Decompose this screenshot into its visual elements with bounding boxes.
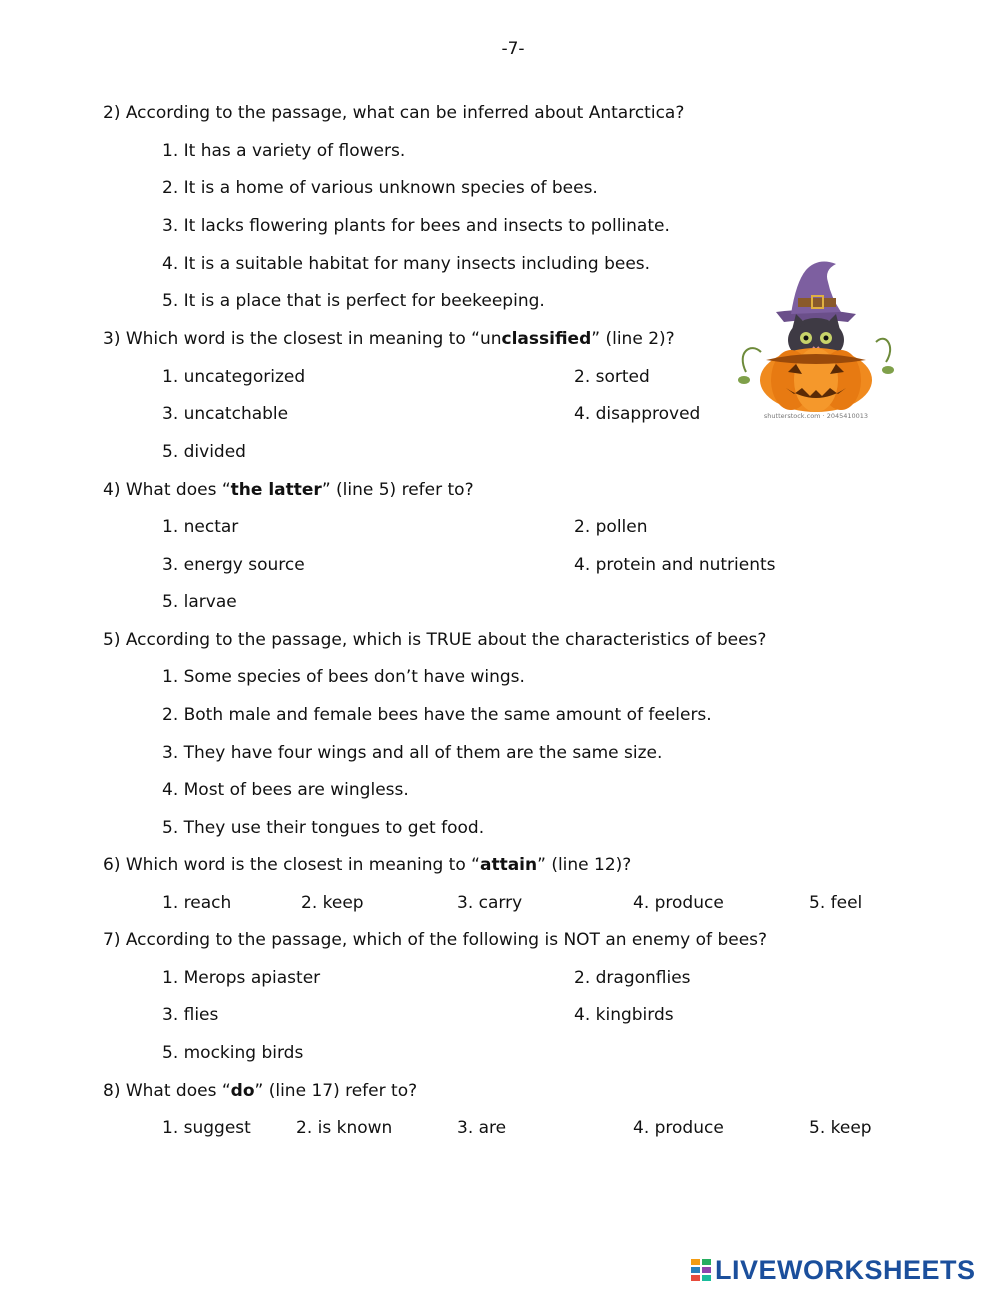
q7-option-1[interactable]: 1. Merops apiaster [162,968,321,988]
q2-option-1[interactable]: 1. It has a variety of flowers. [162,141,406,161]
q5-option-4[interactable]: 4. Most of bees are wingless. [162,780,409,800]
q7-option-2[interactable]: 2. dragonflies [574,968,691,988]
question-5-stem: 5) According to the passage, which is TRUE about the characteristics of bees? [103,630,767,650]
q2-option-3[interactable]: 3. It lacks flowering plants for bees and insects to pollinate. [162,216,670,236]
keyword-attain: attain [479,855,538,875]
liveworksheets-logo [691,1255,976,1285]
page-number: -7- [501,39,525,59]
q4-option-3[interactable]: 3. energy source [162,555,305,575]
q2-option-4[interactable]: 4. It is a suitable habitat for many insects including bees. [162,254,651,274]
q6-option-1[interactable]: 1. reach [162,893,232,913]
q4-option-2[interactable]: 2. pollen [574,517,648,537]
q3-option-3[interactable]: 3. uncatchable [162,404,289,424]
q8-option-5[interactable]: 5. keep [809,1118,872,1138]
q8-option-1[interactable]: 1. suggest [162,1118,251,1138]
q2-option-2[interactable]: 2. It is a home of various unknown species of bees. [162,178,598,198]
image-watermark: shutterstock.com · 2045410013 [763,412,869,420]
question-7-stem: 7) According to the passage, which of the following is NOT an enemy of bees? [103,930,768,950]
q5-option-2[interactable]: 2. Both male and female bees have the same amount of feelers. [162,705,712,725]
question-4-stem: 4) What does “the latter” (line 5) refer to? [103,480,474,500]
liveworksheets-icon [691,1259,711,1281]
q5-option-1[interactable]: 1. Some species of bees don’t have wings. [162,667,525,687]
q4-option-4[interactable]: 4. protein and nutrients [574,555,776,575]
question-6-stem: 6) Which word is the closest in meaning to “attain” (line 12)? [103,855,632,875]
question-2-stem: 2) According to the passage, what can be inferred about Antarctica? [103,103,685,123]
q2-option-5[interactable]: 5. It is a place that is perfect for beekeeping. [162,291,545,311]
q8-option-2[interactable]: 2. is known [296,1118,393,1138]
q6-option-4[interactable]: 4. produce [633,893,724,913]
q5-option-3[interactable]: 3. They have four wings and all of them are the same size. [162,743,663,763]
q3-option-4[interactable]: 4. disapproved [574,404,701,424]
q3-option-1[interactable]: 1. uncategorized [162,367,306,387]
q6-option-2[interactable]: 2. keep [301,893,364,913]
question-3-stem: 3) Which word is the closest in meaning to “unclassified” (line 2)? [103,329,675,349]
keyword-classified: classified [501,329,592,349]
liveworksheets-brand: LIVEWORKSHEETS [715,1254,976,1285]
q6-option-5[interactable]: 5. feel [809,893,863,913]
q7-option-5[interactable]: 5. mocking birds [162,1043,304,1063]
q8-option-3[interactable]: 3. are [457,1118,507,1138]
cat-pumpkin-illustration [736,252,896,422]
q5-option-5[interactable]: 5. They use their tongues to get food. [162,818,485,838]
q3-option-2[interactable]: 2. sorted [574,367,650,387]
q7-option-3[interactable]: 3. flies [162,1005,219,1025]
q7-option-4[interactable]: 4. kingbirds [574,1005,674,1025]
keyword-the-latter: the latter [230,480,322,500]
question-8-stem: 8) What does “do” (line 17) refer to? [103,1081,418,1101]
q8-option-4[interactable]: 4. produce [633,1118,724,1138]
q6-option-3[interactable]: 3. carry [457,893,523,913]
keyword-do: do [230,1081,255,1101]
q4-option-1[interactable]: 1. nectar [162,517,239,537]
q3-option-5[interactable]: 5. divided [162,442,246,462]
q4-option-5[interactable]: 5. larvae [162,592,237,612]
